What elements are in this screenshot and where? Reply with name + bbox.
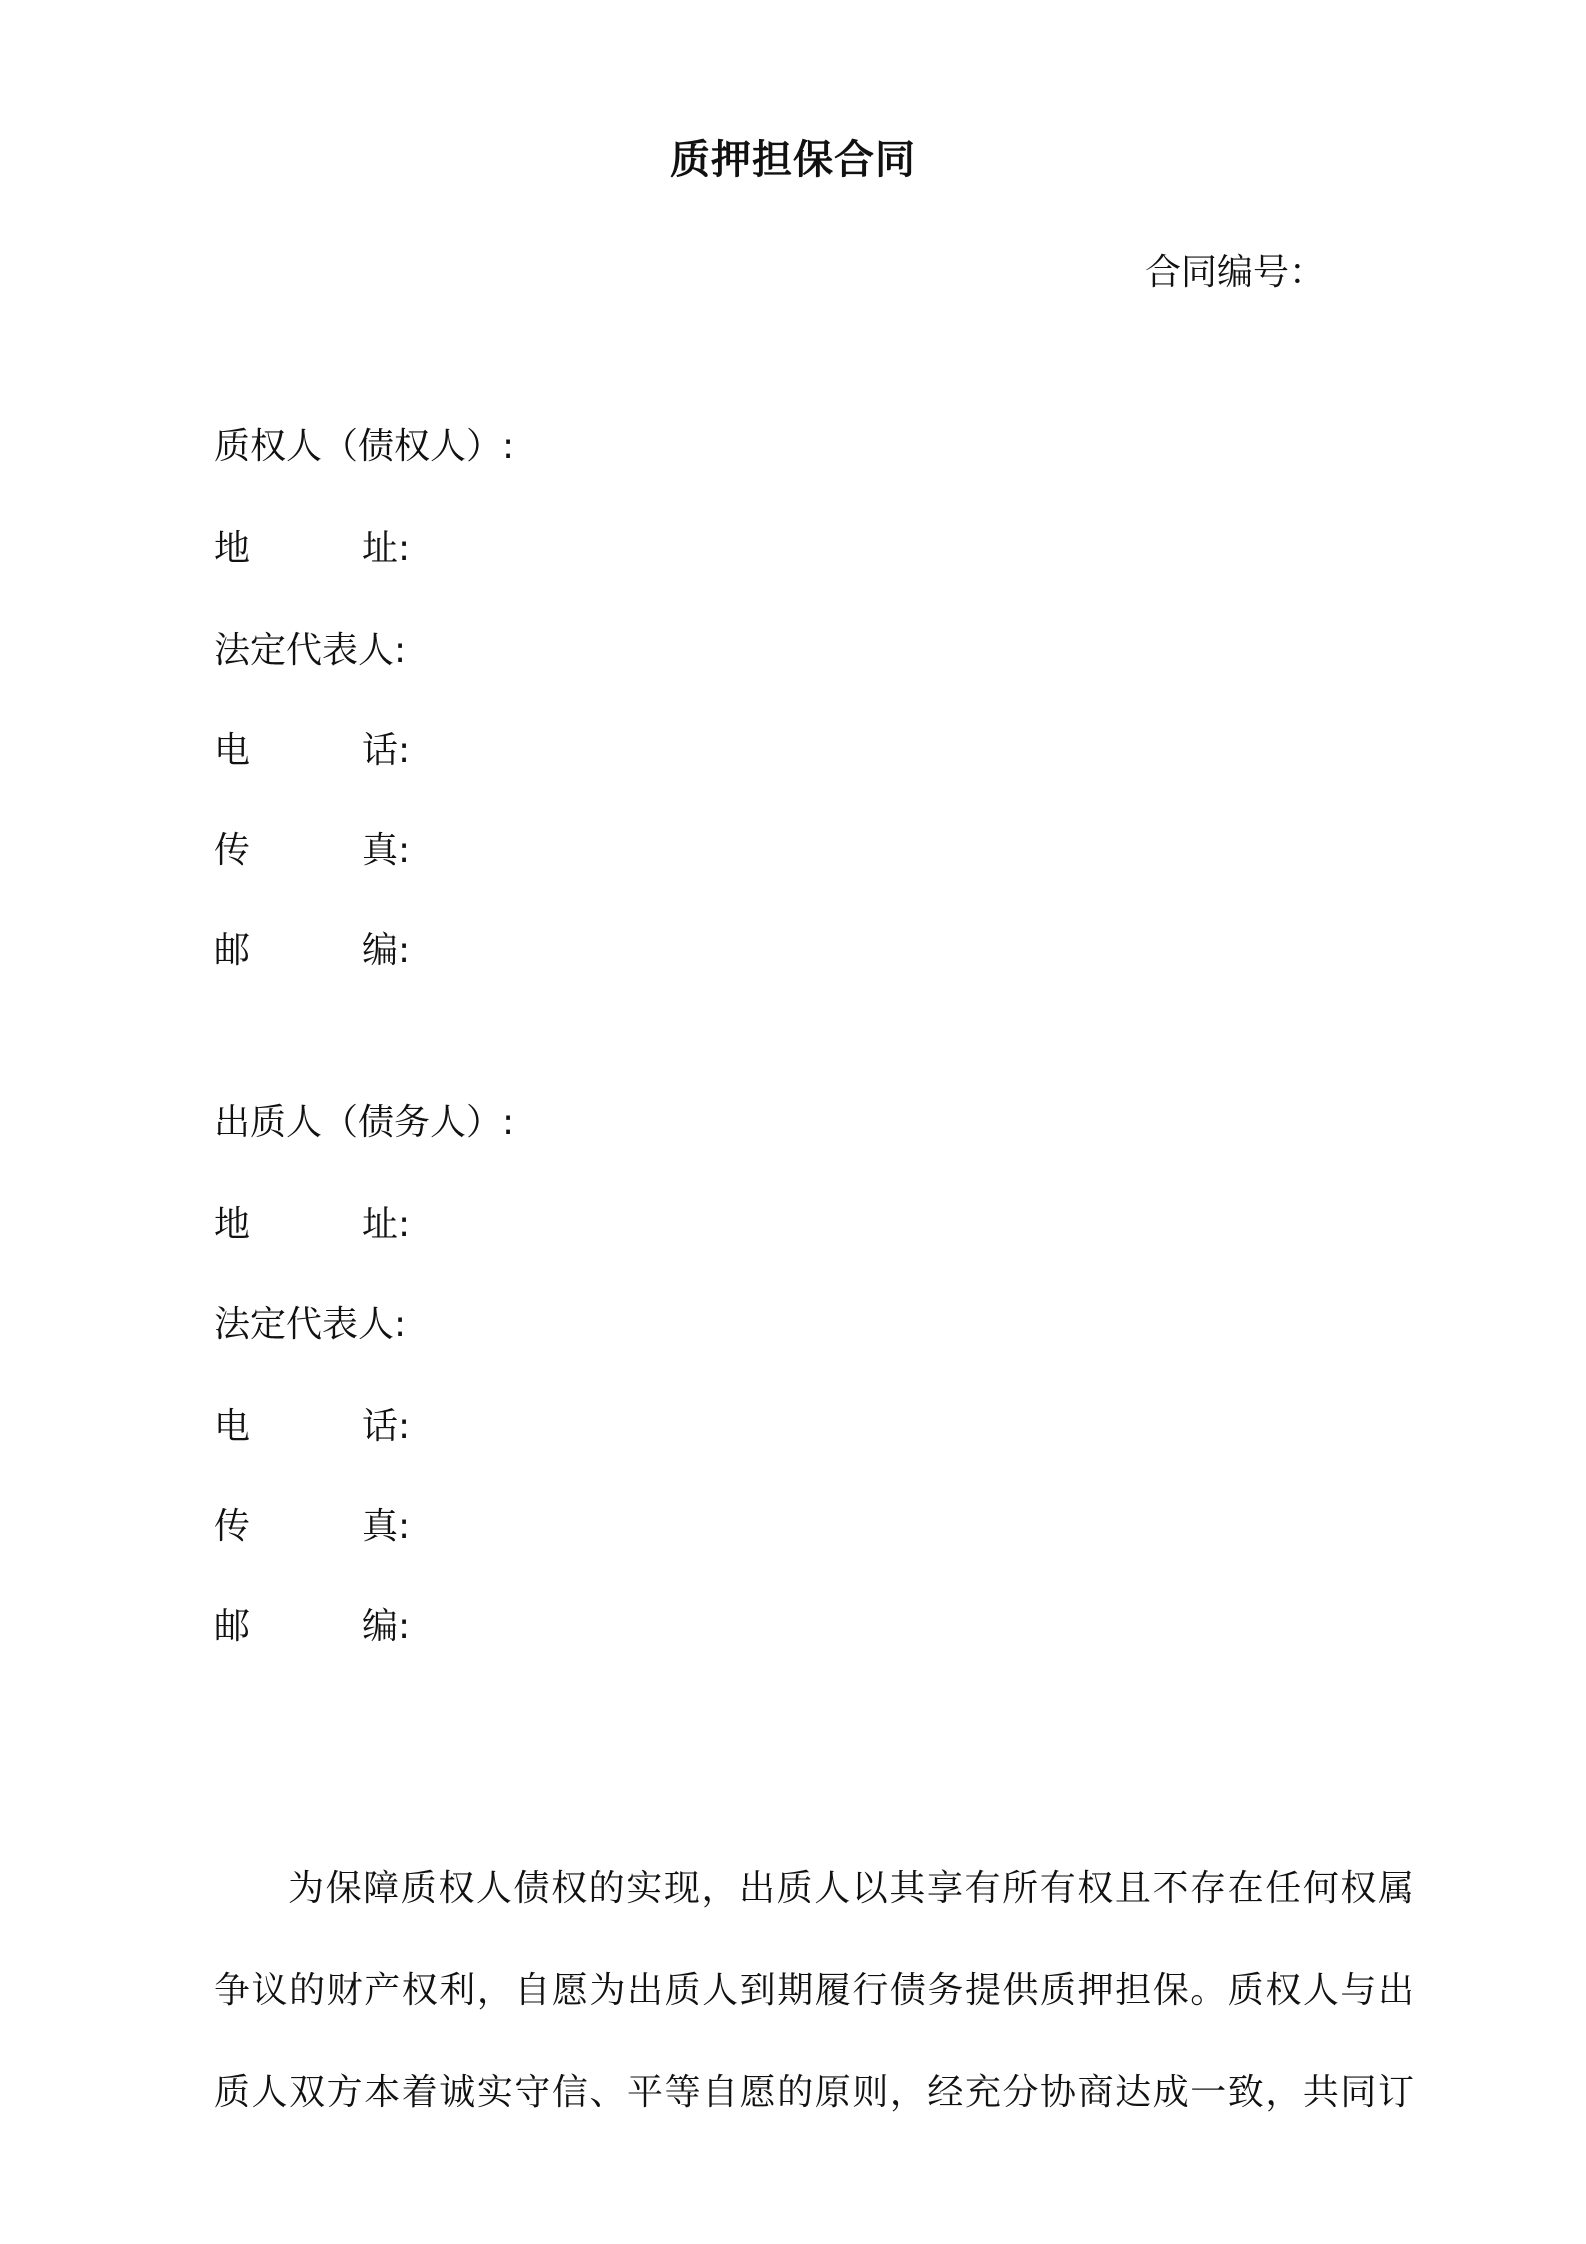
pledgor-postcode-label-part1: 邮 <box>214 1606 251 1647</box>
pledgee-fax-row <box>214 822 410 873</box>
pledgee-fax-label-part1: 传 <box>214 830 251 871</box>
contract-number-label: 合同编号： <box>1145 252 1326 293</box>
pledgor-address-label-part2: 址: <box>362 1204 411 1245</box>
pledgee-heading: 质权人（债权人）: <box>214 426 515 467</box>
pledgor-legal-rep-label: 法定代表人: <box>214 1304 407 1345</box>
pledgor-fax-label-part1: 传 <box>214 1506 251 1547</box>
preamble-paragraph <box>214 1838 1414 2144</box>
preamble-line-1: 为保障质权人债权的实现，出质人以其享有所有权且不存在任何权属 <box>288 1868 1414 1909</box>
pledgee-phone-row <box>214 722 410 773</box>
pledgee-postcode-row <box>214 922 410 973</box>
pledgee-postcode-label-part1: 邮 <box>214 930 251 971</box>
pledgee-address-label-part1: 地 <box>214 528 251 569</box>
pledgee-legal-rep-row <box>214 622 406 673</box>
pledgor-legal-rep-row <box>214 1296 406 1347</box>
pledgee-address-label-part2: 址: <box>362 528 411 569</box>
pledgor-phone-row <box>214 1398 410 1449</box>
pledgee-address-row <box>214 520 410 571</box>
pledgee-fax-label-part2: 真: <box>362 830 411 871</box>
pledgor-fax-row <box>214 1498 410 1549</box>
pledgor-phone-label-part1: 电 <box>214 1406 251 1447</box>
pledgor-phone-label-part2: 话: <box>362 1406 411 1447</box>
pledgor-address-label-part1: 地 <box>214 1204 251 1245</box>
pledgor-postcode-label-part2: 编: <box>362 1606 411 1647</box>
pledgor-postcode-row <box>214 1598 410 1649</box>
pledgor-address-row <box>214 1196 410 1247</box>
pledgee-phone-label-part2: 话: <box>362 730 411 771</box>
pledgor-fax-label-part2: 真: <box>362 1506 411 1547</box>
preamble-line-3: 质人双方本着诚实守信、平等自愿的原则，经充分协商达成一致，共同订 <box>214 2072 1414 2113</box>
document-title: 质押担保合同 <box>670 137 916 183</box>
pledgee-legal-rep-label: 法定代表人: <box>214 630 407 671</box>
preamble-line-2: 争议的财产权利，自愿为出质人到期履行债务提供质押担保。质权人与出 <box>214 1970 1414 2011</box>
pledgee-postcode-label-part2: 编: <box>362 930 411 971</box>
pledgor-heading: 出质人（债务人）: <box>214 1102 515 1143</box>
pledgee-phone-label-part1: 电 <box>214 730 251 771</box>
